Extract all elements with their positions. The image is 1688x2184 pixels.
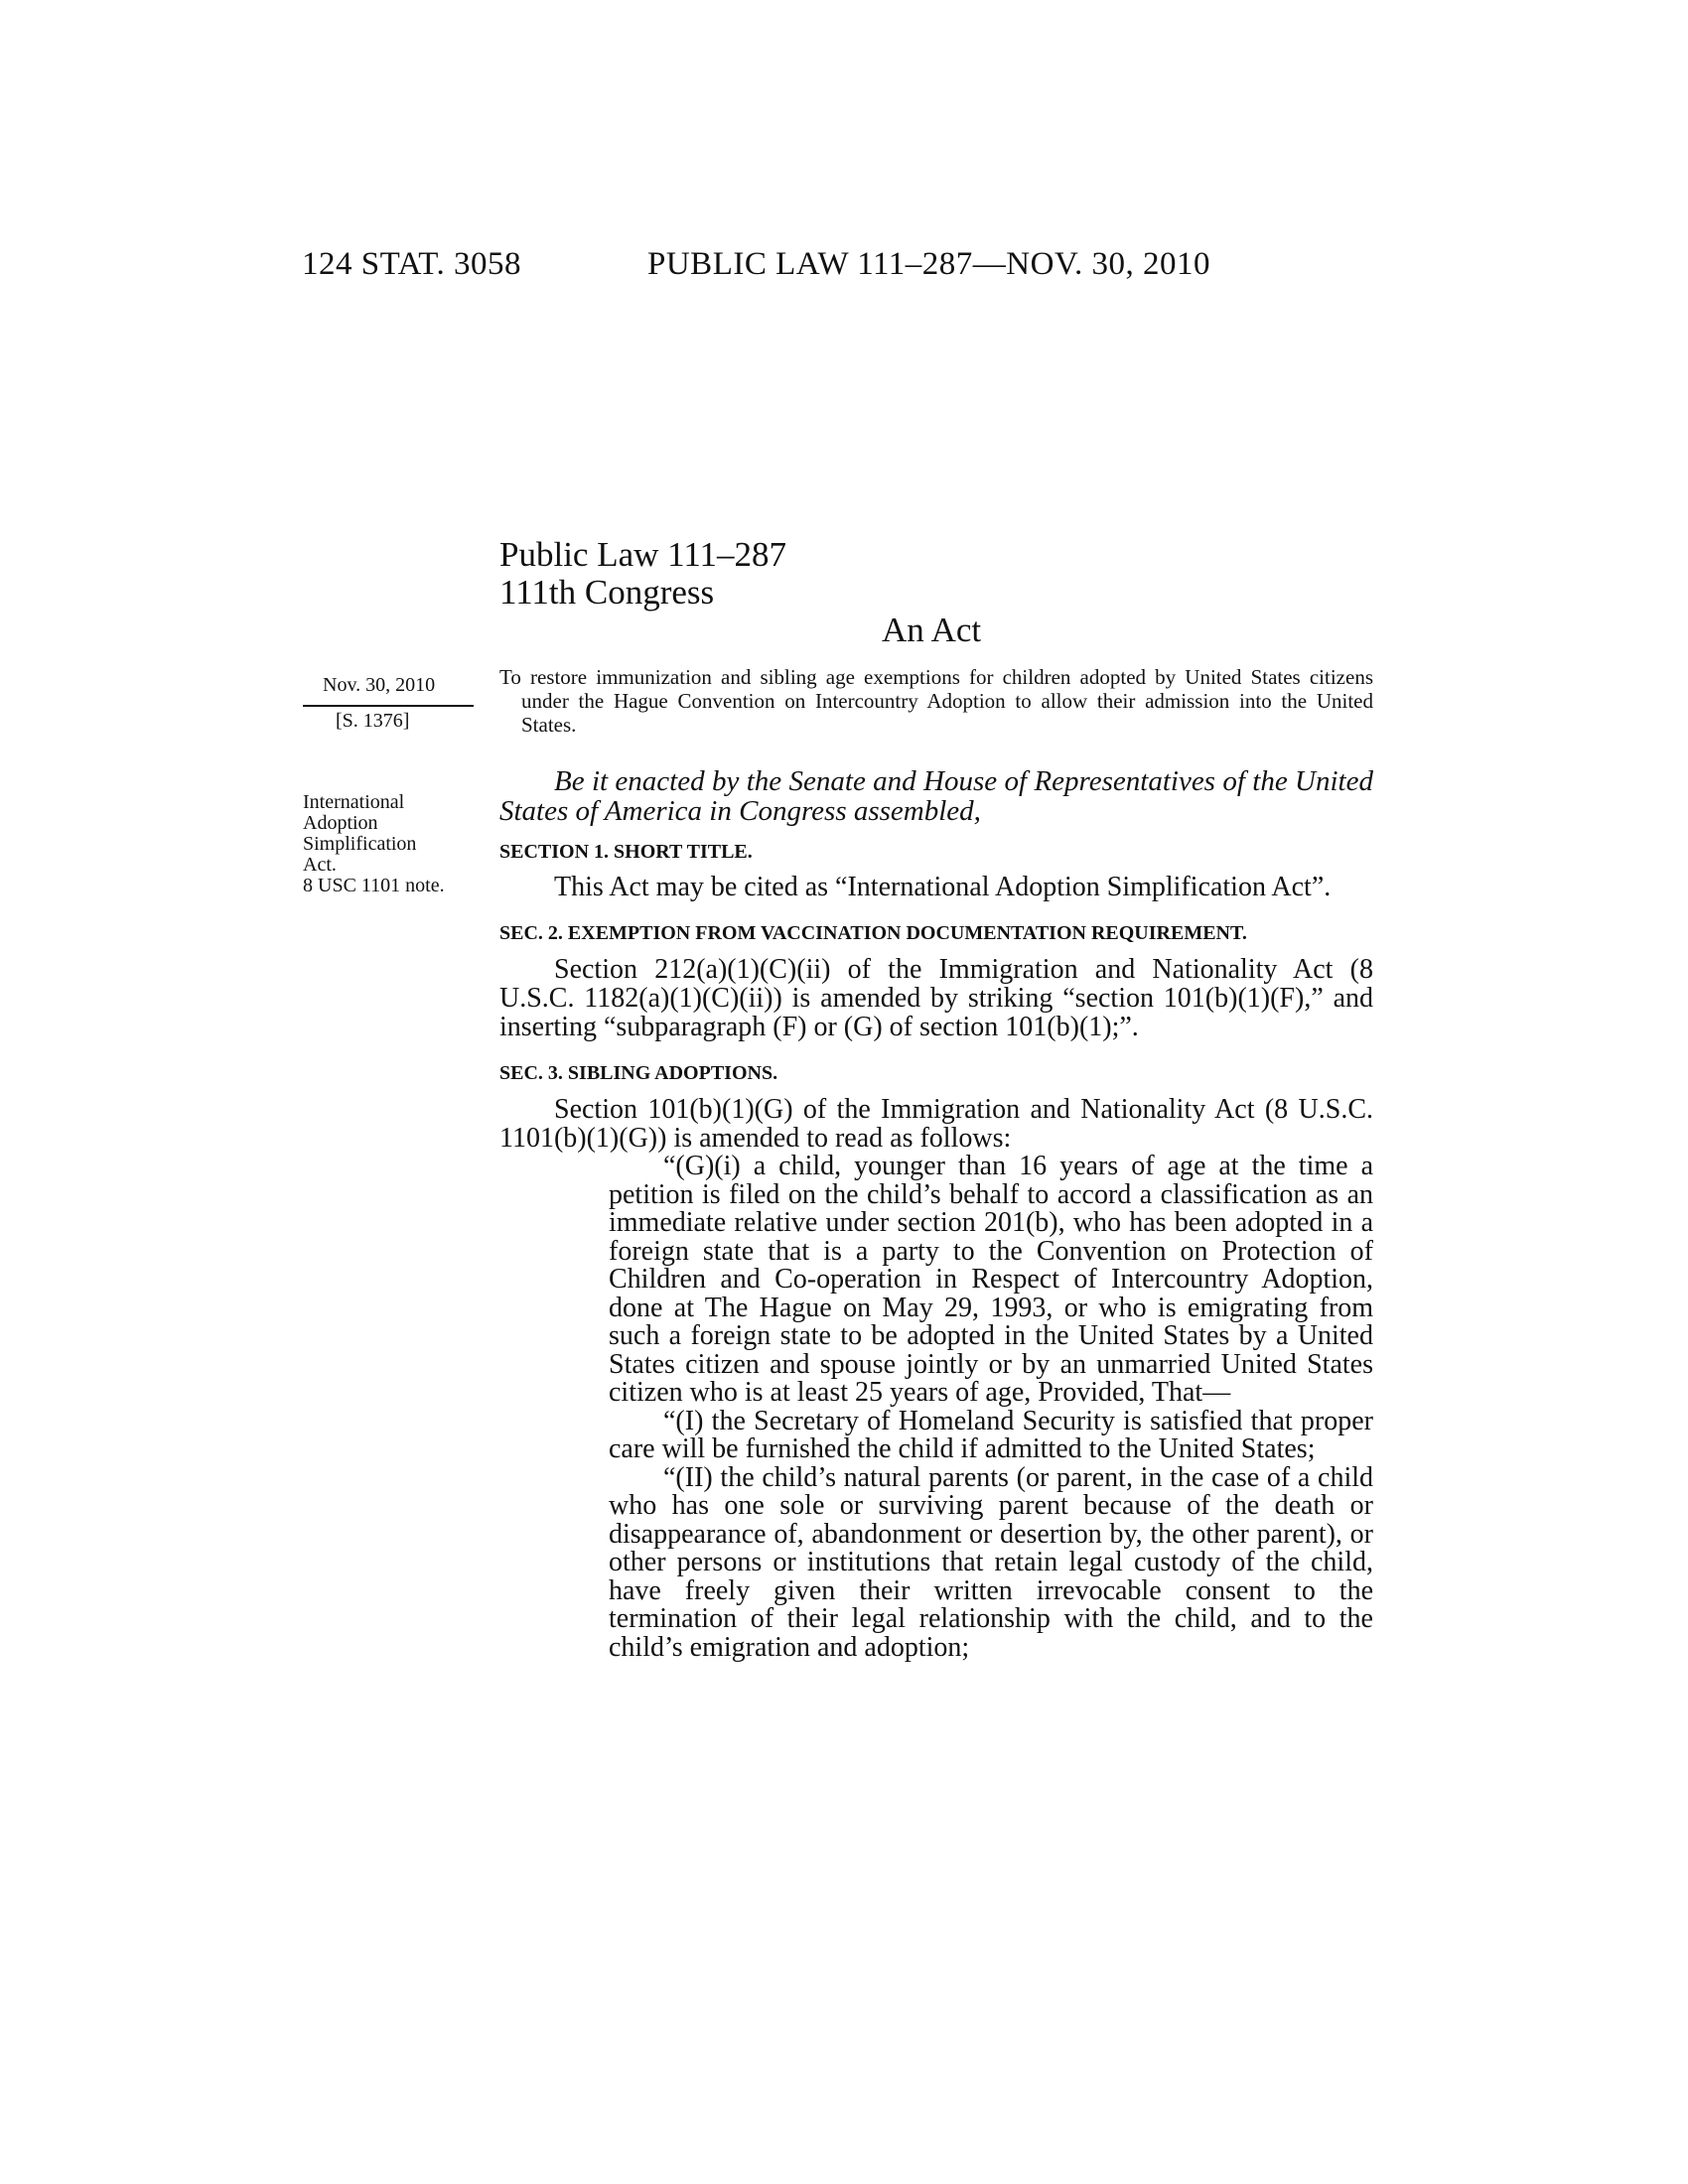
quoted-subparagraph-g-i: “(G)(i) a child, younger than 16 years of age at the time a petition is filed on the child’s behalf to accord a classification as an immediate relative under section 201(b), who has been adopted in a foreign state that is a party to the Convention on Protection of Children and Co-operation in Respect of Intercountry Adoption, done at The Hague on May 29, 1993, or who is emigrating from such a foreign state to be adopted in the United States by a United States citizen and spouse jointly or by an unmarried United States citizen who is at least 25 years of age, Provided, That— xyxy=(609,1151,1373,1408)
margin-date-note: Nov. 30, 2010 xyxy=(323,674,436,696)
purpose-statement: To restore immunization and sibling age exemptions for children adopted by United States citizens under the Hague Convention on Intercountry Adoption to allow their admission into the United States. xyxy=(499,665,1373,737)
enacting-clause: Be it enacted by the Senate and House of Representatives of the United States of America in Congress assembled, xyxy=(499,765,1373,827)
quoted-subclause-i: “(I) the Secretary of Homeland Security is satisfied that proper care will be furnished the child if admitted to the United States; xyxy=(609,1405,1373,1464)
section-3-text: Section 101(b)(1)(G) of the Immigration and Nationality Act (8 U.S.C. 1101(b)(1)(G)) is amended to read as follows: xyxy=(499,1094,1373,1154)
margin-line: Adoption xyxy=(303,812,378,834)
congress-number: 111th Congress xyxy=(499,573,715,612)
quoted-subclause-ii: “(II) the child’s natural parents (or parent, in the case of a child who has one sole or surviving parent because of the death or disappearance of, abandonment or desertion by, the other parent), or other persons or institutions that retain legal custody of the child, have freely given their written irrevocable consent to the termination of their legal relationship with the child, and to the child’s emigration and adoption; xyxy=(609,1461,1373,1663)
public-law-number: Public Law 111–287 xyxy=(499,535,787,574)
main-text-column xyxy=(499,665,1373,1662)
margin-divider xyxy=(303,705,474,707)
margin-line: Simplification xyxy=(303,833,417,855)
section-1-heading: SECTION 1. SHORT TITLE. xyxy=(499,841,753,863)
margin-line: International xyxy=(303,791,405,813)
running-header-law-date: PUBLIC LAW 111–287—NOV. 30, 2010 xyxy=(647,246,1211,282)
section-1-text: This Act may be cited as “International Adoption Simplification Act”. xyxy=(554,872,1332,902)
margin-line: Act. xyxy=(303,854,337,876)
margin-bill-number: [S. 1376] xyxy=(336,710,410,732)
section-3-heading: SEC. 3. SIBLING ADOPTIONS. xyxy=(499,1062,778,1084)
margin-short-title-note xyxy=(303,792,482,896)
an-act-heading: An Act xyxy=(882,611,982,649)
statute-page-reference: 124 STAT. 3058 xyxy=(302,246,522,282)
section-2-text: Section 212(a)(1)(C)(ii) of the Immigration and Nationality Act (8 U.S.C. 1182(a)(1)(C)(ii)) is amended by striking “section 101(b)(1)(F),” and inserting “subparagraph (F) or (G) of section 101(b)(1);”. xyxy=(499,954,1373,1042)
section-2-heading: SEC. 2. EXEMPTION FROM VACCINATION DOCUMENTATION REQUIREMENT. xyxy=(499,922,1247,944)
margin-usc-note: 8 USC 1101 note. xyxy=(303,875,445,896)
